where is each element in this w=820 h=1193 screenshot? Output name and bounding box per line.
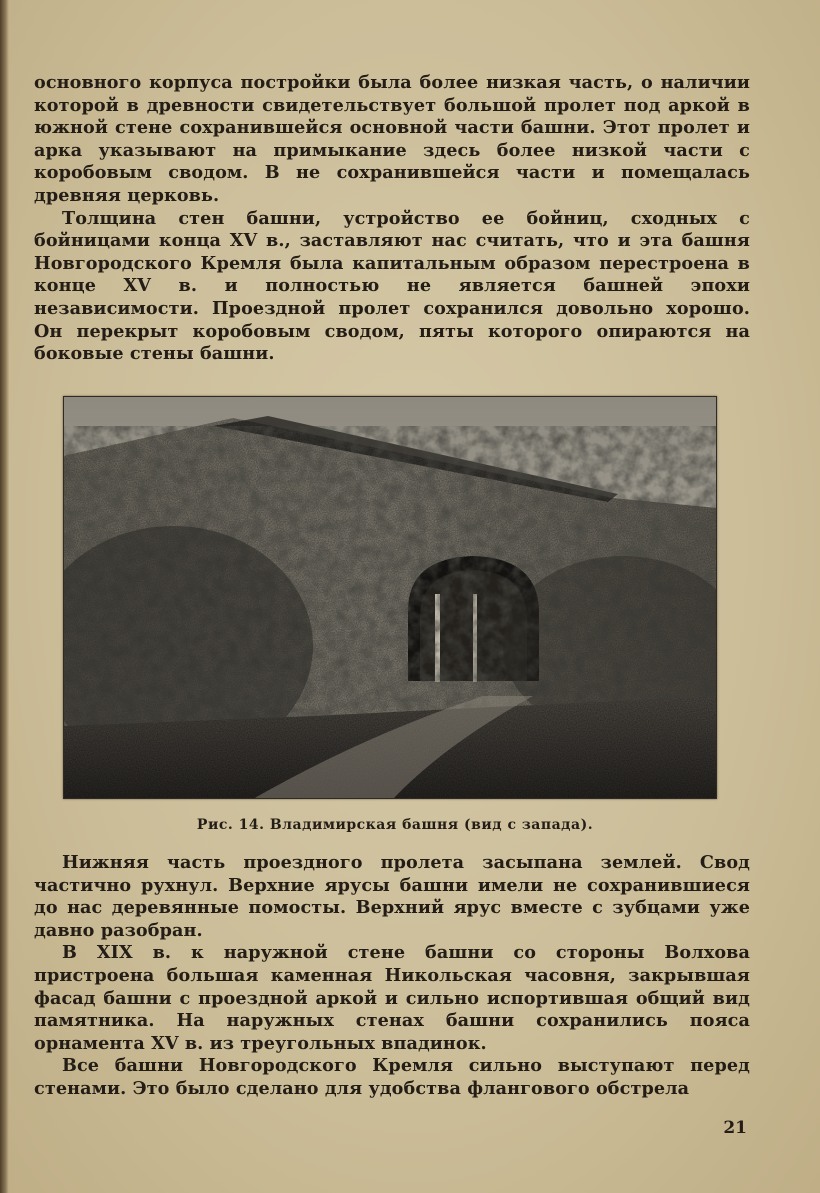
- paragraph: основного корпуса постройки была более низкая часть, о наличии которой в древности свидетельствует большой пролет под аркой в южной стене сохранившейся основной части башни. Этот пролет и арка указывают на примыкание здесь более низкой части с коробовым сводом. В не сохранившейся части и помещалась древняя церковь.: [34, 72, 750, 206]
- paragraph: Все башни Новгородского Кремля сильно выступают перед стенами. Это было сделано для удобства флангового обстрела: [34, 1055, 750, 1099]
- paragraph: В XIX в. к наружной стене башни со стороны Волхова пристроена большая каменная Никольская часовня, закрывшая фасад башни с проездной аркой и сильно испортившая общий вид памятника. На наружных стенах башни сохранились пояса орнамента XV в. из треугольных впадинок.: [34, 942, 750, 1054]
- page-binding-edge: [0, 0, 9, 1193]
- text-block-top: [34, 72, 750, 366]
- tower-photo-illustration: [63, 396, 717, 799]
- tower-photograph: [63, 396, 717, 799]
- text-block-bottom: [34, 852, 750, 1101]
- paragraph: Нижняя часть проездного пролета засыпана землей. Свод частично рухнул. Верхние ярусы башни имели не сохранившиеся до нас деревянные помосты. Верхний ярус вместе с зубцами уже давно разобран.: [34, 852, 750, 941]
- figure-caption: Рис. 14. Владимирская башня (вид с запада).: [196, 817, 594, 833]
- page-number: 21: [723, 1118, 747, 1138]
- paragraph: Толщина стен башни, устройство ее бойниц, сходных с бойницами конца XV в., заставляют нас считать, что и эта башня Новгородского Кремля была капитальным образом перестроена в конце XV в. и полностью не является башней эпохи независимости. Проездной пролет сохранился довольно хорошо. Он перекрыт коробовым сводом, пяты которого опираются на боковые стены башни.: [34, 207, 750, 365]
